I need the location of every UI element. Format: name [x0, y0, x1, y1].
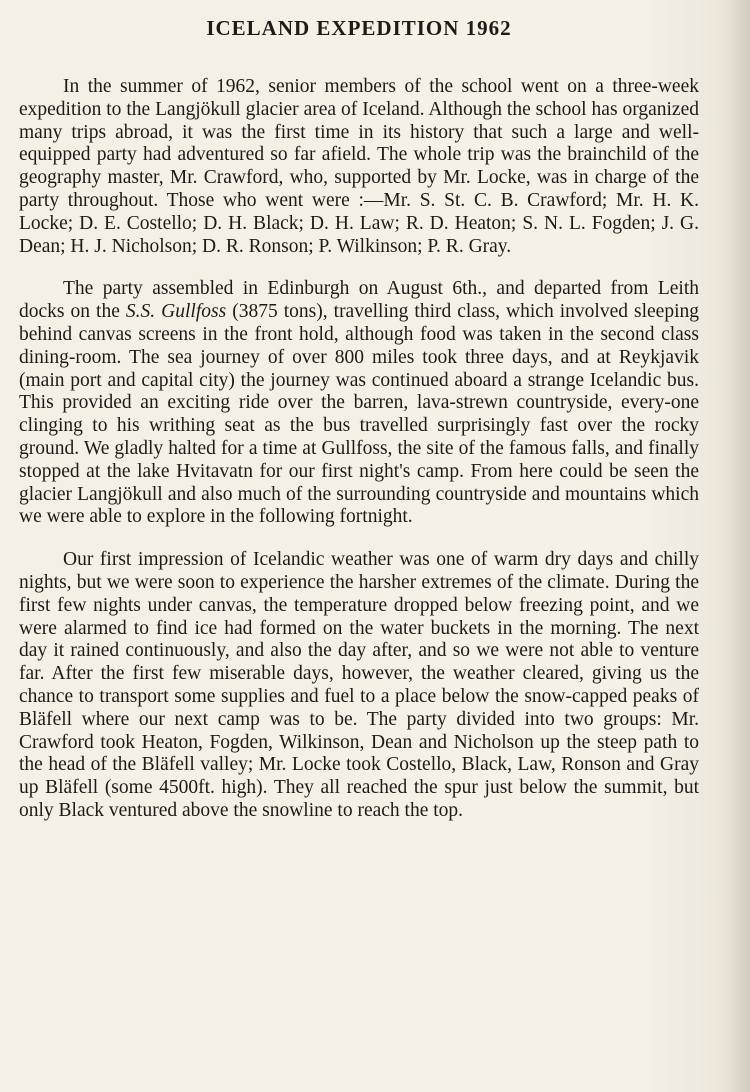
ship-name: S.S. Gullfoss — [125, 301, 227, 323]
article-title: ICELAND EXPEDITION 1962 — [206, 16, 512, 40]
paragraph-2 — [19, 278, 699, 529]
article — [19, 14, 699, 843]
page-edge-shadow — [726, 0, 750, 1092]
paragraph-3: Our first impression of Icelandic weather was one of warm dry days and chilly nights, but we were soon to experience the harsher extremes of the climate. During the first few nights under canvas, the temperature dropped below freezing point, and we were alarmed to find ice had formed on the water buckets in the morning. The next day it rained continuously, and also the day after, and so we were not able to venture far. After the first few miserable days, however, the weather cleared, giving us the chance to transport some supplies and fuel to a place below the snow-capped peaks of Bläfell where our next camp was to be. The party divided into two groups: Mr. Crawford took Heaton, Fogden, Wilkinson, Dean and Nicholson up the steep path to the head of the Bläfell valley; Mr. Locke took Costello, Black, Law, Ronson and Gray up Bläfell (some 4500ft. high). They all reached the spur just below the summit, but only Black ventured above the snowline to reach the top. — [19, 549, 699, 821]
paragraph-1: In the summer of 1962, senior members of the school went on a three-week expedition to the Langjökull glacier area of Iceland. Although the school has organized many trips abroad, it was the first time in its history that such a large and well-equipped party had adventured so far afield. The whole trip was the brainchild of the geography master, Mr. Crawford, who, supported by Mr. Locke, was in charge of the party throughout. Those who went were :—Mr. S. St. C. B. Crawford; Mr. H. K. Locke; D. E. Costello; D. H. Black; D. H. Law; R. D. Heaton; S. N. L. Fogden; J. G. Dean; H. J. Nicholson; D. R. Ronson; P. Wilkinson; P. R. Gray. — [19, 76, 699, 257]
paragraph-2-text-after: (3875 tons), travelling third class, which involved sleeping behind canvas screens in the front hold, although food was taken in the second class dining-room. The sea journey of over 800 miles took three days, and at Reykjavik (main port and capital city) the journey was continued aboard a strange Icelandic bus. This provided an exciting ride over the barren, lava-strewn countryside, every-one clinging to his writhing seat as the bus travelled surprisingly fast over the rocky ground. We gladly halted for a time at Gullfoss, the site of the famous falls, and finally stopped at the lake Hvitavatn for our first night's camp. From here could be seen the glacier Langjökull and also much of the surrounding countryside and mountains which we were able to explore in the following fortnight. — [19, 301, 699, 528]
paragraph-2-text-before: The party assembled in Edinburgh on August 6th., and departed from Leith docks on the — [19, 278, 699, 323]
